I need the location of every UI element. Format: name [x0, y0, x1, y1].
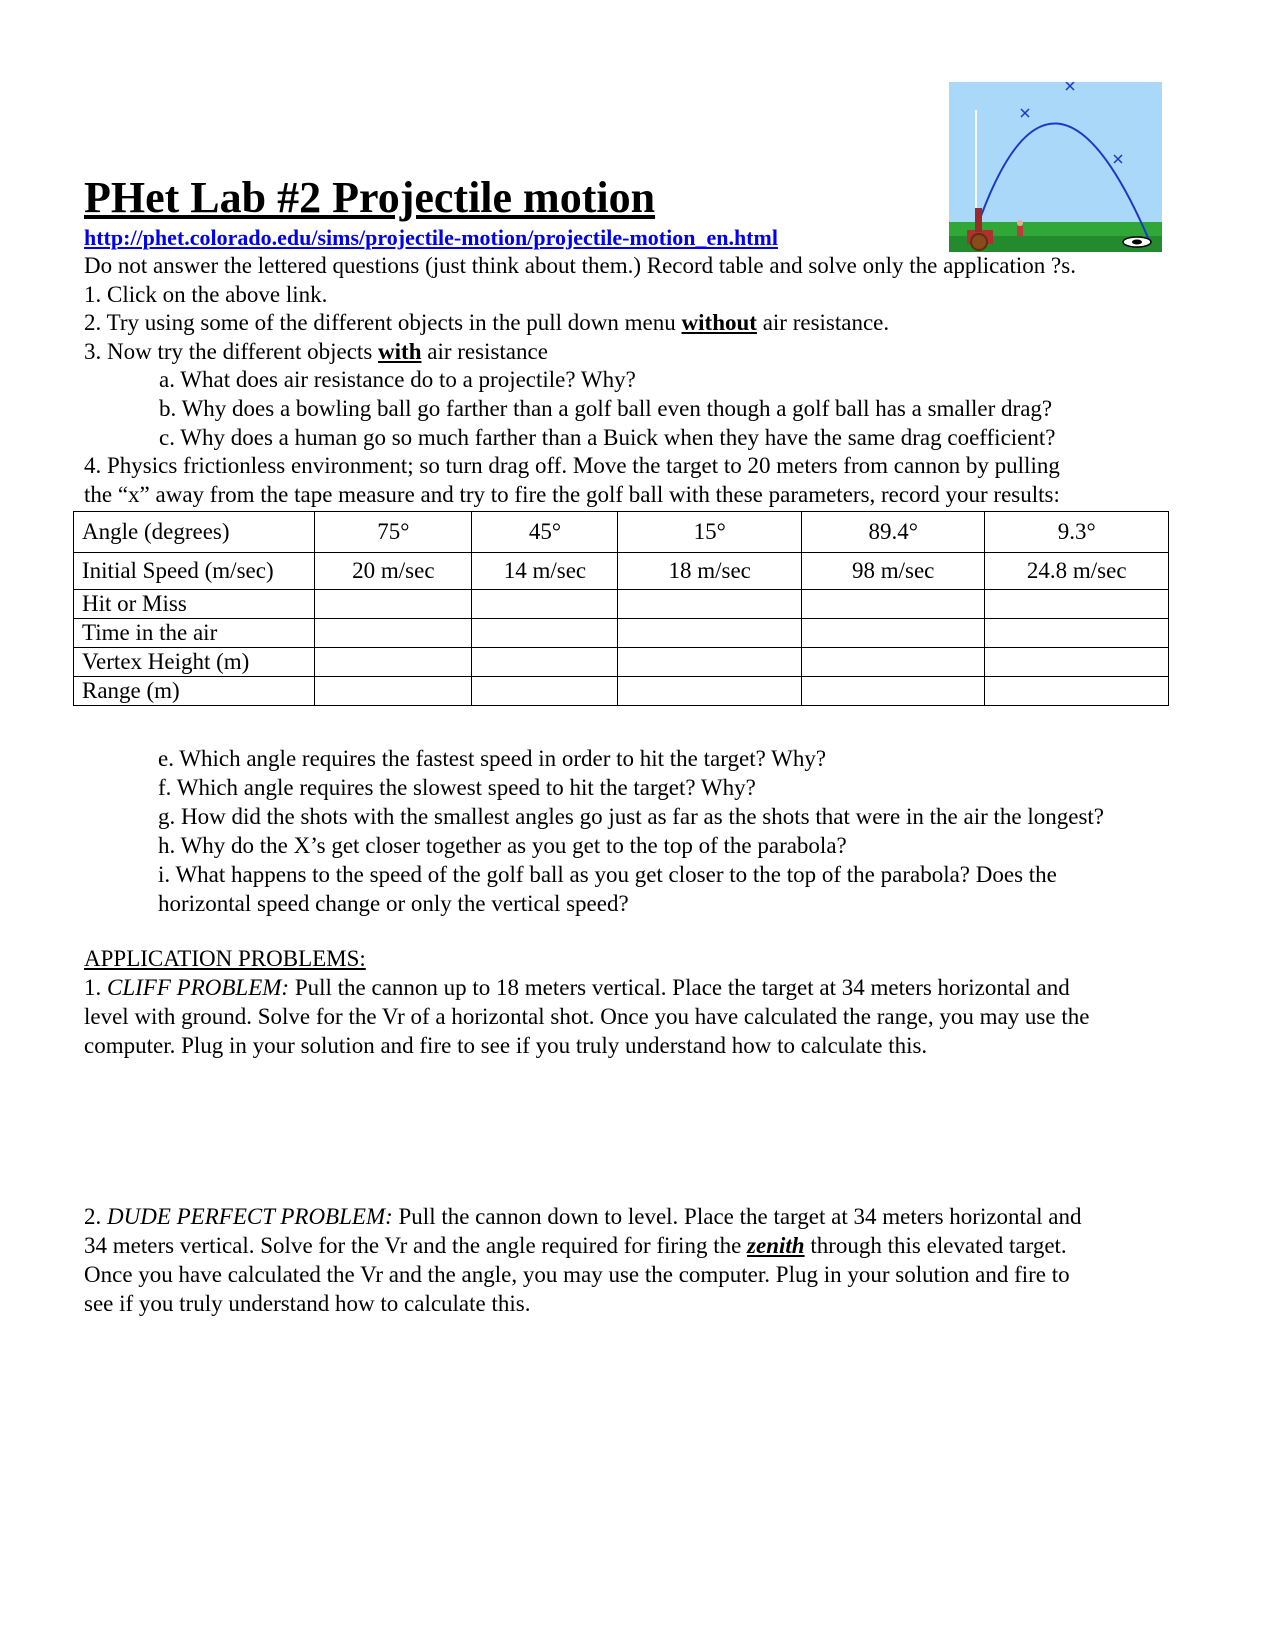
problem-2-text-2-end: through this elevated target. — [804, 1233, 1067, 1258]
table-cell: 98 m/sec — [801, 553, 985, 590]
table-cell-empty[interactable] — [618, 619, 802, 648]
table-cell-empty[interactable] — [618, 648, 802, 677]
table-cell-empty[interactable] — [472, 619, 618, 648]
person-icon — [1017, 220, 1023, 236]
problem-2-name: DUDE PERFECT PROBLEM: — [107, 1204, 393, 1229]
table-row — [74, 512, 1169, 553]
table-cell: 89.4° — [801, 512, 985, 553]
row-label: Hit or Miss — [74, 590, 315, 619]
table-cell: 45° — [472, 512, 618, 553]
results-table — [73, 511, 1169, 706]
question-h: h. Why do the X’s get closer together as you get to the top of the parabola? — [158, 833, 847, 858]
question-b: b. Why does a bowling ball go farther than a golf ball even though a golf ball has a smaller drag? — [159, 395, 1053, 421]
question-i-line-1: i. What happens to the speed of the golf ball as you get closer to the top of the parabola? Does the — [158, 862, 1057, 887]
zenith-emphasis: zenith — [747, 1233, 805, 1258]
table-cell: 15° — [618, 512, 802, 553]
table-cell: 24.8 m/sec — [985, 553, 1169, 590]
step-1: 1. Click on the above link. — [84, 281, 328, 307]
instruction-line: Do not answer the lettered questions (just think about them.) Record table and solve only the application ?s. — [84, 253, 1076, 278]
problem-2-line-4: see if you truly understand how to calculate this. — [84, 1291, 531, 1316]
problem-1-line-2: level with ground. Solve for the Vr of a horizontal shot. Once you have calculated the range, you may use the — [84, 1004, 1090, 1029]
table-row — [74, 590, 1169, 619]
followup-questions — [158, 744, 1258, 918]
table-cell-empty[interactable] — [618, 590, 802, 619]
table-row — [74, 648, 1169, 677]
projectile-simulation-illustration — [949, 82, 1162, 252]
problem-2-text-2: 34 meters vertical. Solve for the Vr and the angle required for firing the — [84, 1233, 748, 1258]
table-row — [74, 619, 1169, 648]
table-cell-empty[interactable] — [985, 648, 1169, 677]
simulation-link[interactable]: http://phet.colorado.edu/sims/projectile-motion/projectile-motion_en.html — [84, 225, 778, 250]
table-cell-empty[interactable] — [985, 590, 1169, 619]
step-2 — [84, 309, 1204, 338]
table-cell: 18 m/sec — [618, 553, 802, 590]
table-cell-empty[interactable] — [985, 619, 1169, 648]
table-cell-empty[interactable] — [472, 648, 618, 677]
question-g: g. How did the shots with the smallest angles go just as far as the shots that were in the air the longest? — [158, 804, 1105, 829]
question-i-line-2: horizontal speed change or only the vertical speed? — [158, 891, 629, 916]
step-3-emphasis: with — [378, 338, 422, 364]
step-3-text-end: air resistance — [421, 338, 548, 364]
table-cell-empty[interactable] — [618, 677, 802, 706]
step-3-text: 3. Now try the different objects — [84, 338, 379, 364]
table-cell-empty[interactable] — [315, 590, 472, 619]
question-e: e. Which angle requires the fastest speed in order to hit the target? Why? — [158, 746, 827, 771]
problem-1-line-1 — [84, 973, 1204, 1002]
table-cell: 14 m/sec — [472, 553, 618, 590]
application-problems — [84, 944, 1204, 1060]
problem-2-text: Pull the cannon down to level. Place the target at 34 meters horizontal and — [392, 1204, 1082, 1229]
application-heading: APPLICATION PROBLEMS: — [84, 946, 366, 971]
table-cell-empty[interactable] — [801, 590, 985, 619]
row-label: Angle (degrees) — [74, 512, 315, 553]
question-a: a. What does air resistance do to a projectile? Why? — [159, 367, 636, 393]
step-2-text-end: air resistance. — [756, 310, 890, 336]
table-cell-empty[interactable] — [315, 677, 472, 706]
target-icon — [1123, 237, 1151, 247]
question-c: c. Why does a human go so much farther than a Buick when they have the same drag coefficient? — [159, 424, 1056, 450]
step-3 — [84, 338, 1204, 367]
problem-2-line-2 — [84, 1231, 1204, 1260]
table-cell-empty[interactable] — [801, 677, 985, 706]
table-cell-empty[interactable] — [801, 619, 985, 648]
row-label: Range (m) — [74, 677, 315, 706]
page-title: PHet Lab #2 Projectile motion — [84, 173, 656, 222]
row-label: Initial Speed (m/sec) — [74, 553, 315, 590]
table-cell: 75° — [315, 512, 472, 553]
problem-1-number: 1. — [84, 975, 107, 1000]
table-cell-empty[interactable] — [315, 619, 472, 648]
table-row — [74, 553, 1169, 590]
problem-1-name: CLIFF PROBLEM: — [107, 975, 290, 1000]
problem-1-text: Pull the cannon up to 18 meters vertical. Place the target at 34 meters horizontal and — [289, 975, 1070, 1000]
row-label: Vertex Height (m) — [74, 648, 315, 677]
application-problem-2 — [84, 1202, 1204, 1318]
step-2-emphasis: without — [681, 310, 757, 336]
step-2-text: 2. Try using some of the different objects in the pull down menu — [84, 310, 682, 336]
step-4-line-1: 4. Physics frictionless environment; so turn drag off. Move the target to 20 meters from cannon by pulling — [84, 453, 1060, 479]
table-row — [74, 677, 1169, 706]
table-cell-empty[interactable] — [985, 677, 1169, 706]
table-cell-empty[interactable] — [801, 648, 985, 677]
step-4-line-2: the “x” away from the tape measure and try to fire the golf ball with these parameters, record your results: — [84, 481, 1060, 507]
problem-2-line-3: Once you have calculated the Vr and the angle, you may use the computer. Plug in your solution and fire to — [84, 1262, 1070, 1287]
table-cell: 9.3° — [985, 512, 1169, 553]
table-cell-empty[interactable] — [472, 677, 618, 706]
row-label: Time in the air — [74, 619, 315, 648]
instructions — [84, 252, 1204, 509]
table-cell-empty[interactable] — [472, 590, 618, 619]
question-f: f. Which angle requires the slowest speed to hit the target? Why? — [158, 775, 756, 800]
problem-2-line-1 — [84, 1202, 1204, 1231]
table-cell: 20 m/sec — [315, 553, 472, 590]
problem-1-line-3: computer. Plug in your solution and fire to see if you truly understand how to calculate this. — [84, 1033, 928, 1058]
table-cell-empty[interactable] — [315, 648, 472, 677]
problem-2-number: 2. — [84, 1204, 107, 1229]
